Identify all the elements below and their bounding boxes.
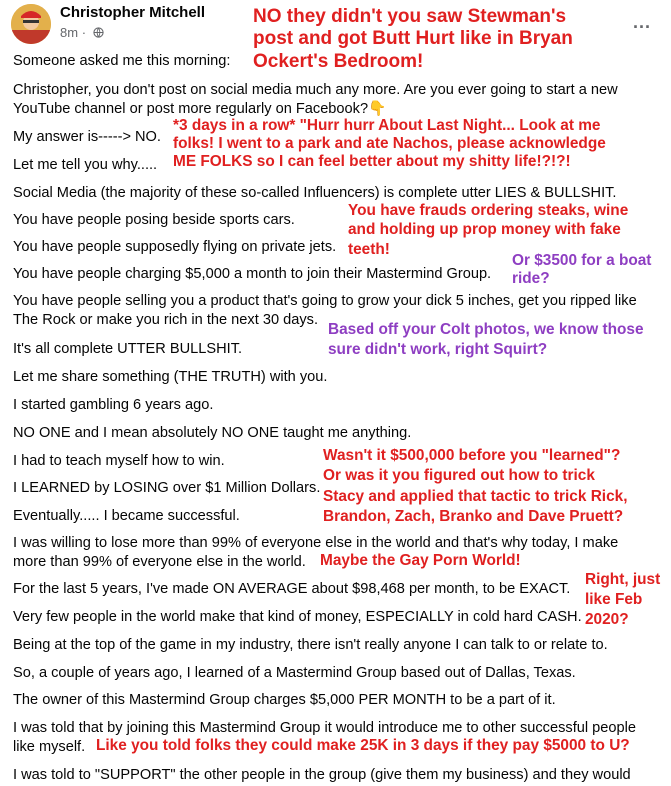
post-line: like myself.	[13, 739, 86, 755]
post-line: For the last 5 years, I've made ON AVERAGE about $98,468 per month, to be EXACT.	[13, 581, 571, 597]
annotation-stewman: NO they didn't you saw Stewman's post and got Butt Hurt like in Bryan Ockert's Bedroom!	[253, 6, 573, 72]
author-name[interactable]: Christopher Mitchell	[60, 4, 206, 21]
post-line: NO ONE and I mean absolutely NO ONE taught me anything.	[13, 425, 412, 441]
post-line: My answer is-----> NO.	[13, 129, 161, 145]
post-timestamp[interactable]: 8m	[60, 25, 79, 40]
post-line: Let me share something (THE TRUTH) with you.	[13, 369, 328, 385]
annotation-feb: Right, just like Feb 2020?	[585, 571, 661, 629]
post-line: I was told to "SUPPORT" the other people in the group (give them my business) and they would	[13, 767, 631, 783]
post-line: You have people posing beside sports cars.	[13, 212, 295, 228]
post-line: I was told that by joining this Mastermind Group it would introduce me to other successful people	[13, 720, 636, 736]
annotation-boat: Or $3500 for a boat ride?	[512, 252, 652, 288]
avatar-image	[11, 4, 51, 44]
post-line: So, a couple of years ago, I learned of a Mastermind Group based out of Dallas, Texas.	[13, 665, 576, 681]
post-line: more than 99% of everyone else in the world.	[13, 554, 306, 570]
globe-icon	[93, 27, 104, 38]
post-line: The owner of this Mastermind Group charges $5,000 PER MONTH to be a part of it.	[13, 692, 556, 708]
post-line: Social Media (the majority of these so-called Influencers) is complete utter LIES & BULLSHIT.	[13, 185, 617, 201]
post-line: Let me tell you why.....	[13, 157, 158, 173]
post-line: I LEARNED by LOSING over $1 Million Dollars.	[13, 480, 321, 496]
annotation-world: Maybe the Gay Porn World!	[320, 552, 521, 569]
post-line: Someone asked me this morning:	[13, 53, 231, 69]
post-line: You have people charging $5,000 a month to join their Mastermind Group.	[13, 266, 492, 282]
post-line: YouTube channel or post more regularly on Facebook?👇	[13, 101, 387, 117]
avatar[interactable]	[11, 4, 51, 44]
post-line: I had to teach myself how to win.	[13, 453, 225, 469]
more-options-button[interactable]: ...	[633, 12, 652, 32]
annotation-nachos: *3 days in a row* "Hurr hurr About Last Night... Look at me folks! I went to a park and ate Nachos, please acknowledge ME FOLKS so I can feel better about my shitty life!?!?!	[173, 117, 606, 171]
post-line: I was willing to lose more than 99% of everyone else in the world and that's why today, I make	[13, 535, 619, 551]
annotation-learned: Wasn't it $500,000 before you "learned"? Or was it you figured out how to trick Stacy and applied that tactic to trick Rick, Brandon, Zach, Branko and Dave Pruett?	[323, 447, 628, 526]
annotation-frauds: You have frauds ordering steaks, wine and holding up prop money with fake teeth!	[348, 202, 629, 258]
annotation-25k: Like you told folks they could make 25K in 3 days if they pay $5000 to U?	[96, 737, 630, 754]
post-line: You have people selling you a product that's going to grow your dick 5 inches, get you ripped like	[13, 293, 637, 309]
post-line: The Rock or make you rich in the next 30 days.	[13, 312, 318, 328]
post-line: I started gambling 6 years ago.	[13, 397, 214, 413]
post-line: Being at the top of the game in my industry, there isn't really anyone I can talk to or relate to.	[13, 637, 608, 653]
annotation-colt: Based off your Colt photos, we know those sure didn't work, right Squirt?	[328, 321, 644, 359]
post-meta: 8m ·	[60, 25, 104, 40]
post-line: It's all complete UTTER BULLSHIT.	[13, 341, 243, 357]
post-line: Eventually..... I became successful.	[13, 508, 240, 524]
post-line: Christopher, you don't post on social media much any more. Are you ever going to start a new	[13, 82, 618, 98]
post-line: You have people supposedly flying on private jets.	[13, 239, 337, 255]
post-line: Very few people in the world make that kind of money, ESPECIALLY in cold hard CASH.	[13, 609, 582, 625]
